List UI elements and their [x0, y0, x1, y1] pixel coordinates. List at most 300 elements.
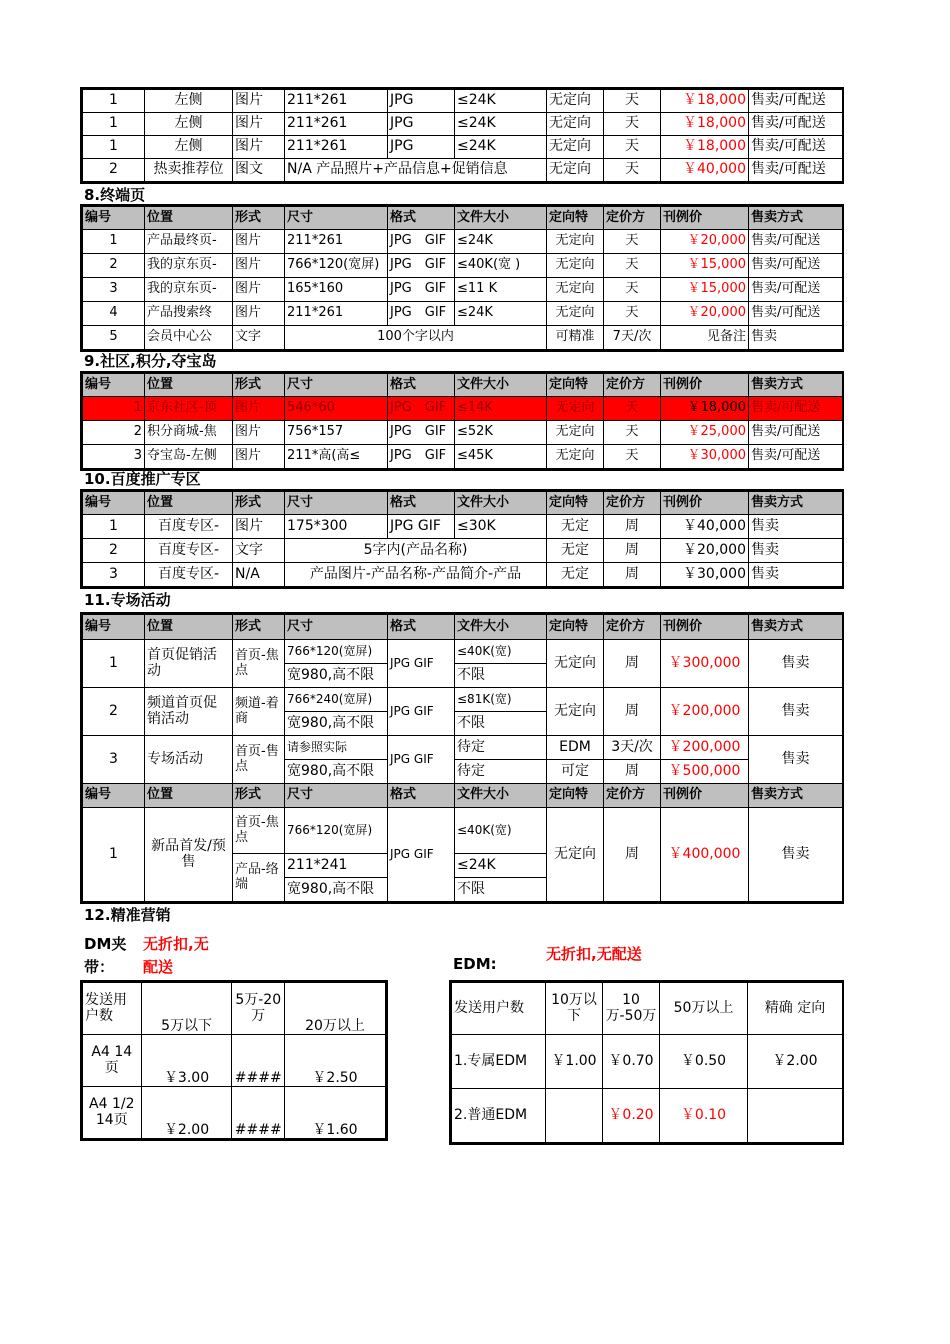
- cell: ￥1.00: [546, 1035, 603, 1089]
- cell-size: 请参照实际: [285, 736, 388, 760]
- cell: ￥0.50: [660, 1035, 748, 1089]
- cell: 2.普通EDM: [452, 1089, 546, 1143]
- cell-price: ￥20,000: [661, 539, 749, 563]
- cell-form: 图片: [233, 136, 285, 159]
- edm-price-table: [449, 980, 844, 1145]
- cell-price: ￥400,000: [661, 808, 749, 902]
- cell-no: 5: [83, 326, 145, 350]
- table-header-row: [83, 784, 843, 808]
- cell-file: 不限: [455, 878, 547, 902]
- header-form: 形式: [233, 784, 285, 808]
- cell-price: ￥500,000: [661, 760, 749, 784]
- cell-form: 图片: [233, 445, 285, 469]
- cell-form: N/A: [233, 563, 285, 587]
- cell-pos: 百度专区-: [145, 563, 233, 587]
- table-row: [83, 302, 843, 326]
- cell: 1.专属EDM: [452, 1035, 546, 1089]
- header-size: 尺寸: [285, 615, 388, 640]
- cell-form: 图片: [233, 90, 285, 113]
- cell-pos: 会员中心公: [145, 326, 233, 350]
- cell-file: ≤30K: [455, 515, 547, 539]
- cell-form: 文字: [233, 326, 285, 350]
- table-row: [83, 136, 843, 159]
- cell-size: 756*157: [285, 421, 388, 445]
- cell-fmt: JPG GIF: [388, 736, 455, 784]
- cell-fmt: JPG GIF: [388, 302, 455, 326]
- cell-target: 无定向: [547, 278, 604, 302]
- cell-file: 待定: [455, 736, 547, 760]
- cell-file: ≤40K(宽): [455, 640, 547, 664]
- cell-sale: 售卖: [749, 640, 843, 688]
- cell-file: ≤24K: [455, 302, 547, 326]
- cell-target: EDM: [547, 736, 604, 760]
- section-title-11: 11.专场活动: [84, 591, 171, 609]
- cell-file: ≤40K(宽 ): [455, 254, 547, 278]
- cell-fmt: JPG GIF: [388, 515, 455, 539]
- cell-pos: 左侧: [145, 90, 233, 113]
- cell-form: 产品-络端: [233, 854, 285, 902]
- header-target: 定向特: [547, 374, 604, 397]
- header-target: 定向特: [547, 784, 604, 808]
- cell-fmt: JPG GIF: [388, 808, 455, 902]
- cell-target: 无定向: [547, 445, 604, 469]
- header-price: 刊例价: [661, 784, 749, 808]
- cell-target: 可定: [547, 760, 604, 784]
- header-price: 刊例价: [661, 615, 749, 640]
- table-row: [83, 563, 843, 587]
- edm-label: EDM:: [453, 955, 497, 973]
- cell-file: ≤11 K: [455, 278, 547, 302]
- cell-size: 175*300: [285, 515, 388, 539]
- cell-sale: 售卖/可配送: [749, 254, 843, 278]
- cell-no: 3: [83, 563, 145, 587]
- header-sale: 售卖方式: [749, 207, 843, 230]
- cell: ￥0.10: [660, 1089, 748, 1143]
- cell: ￥2.50: [284, 1035, 385, 1087]
- cell: ####: [232, 1087, 285, 1139]
- cell-pos: 产品最终页-: [145, 230, 233, 254]
- cell-sale: 售卖: [749, 539, 843, 563]
- cell-no: 1: [83, 136, 145, 159]
- cell-target: 无定向: [547, 421, 604, 445]
- cell-form: 图片: [233, 113, 285, 136]
- cell-fmt: JPG GIF: [388, 421, 455, 445]
- cell: A4 1/2 14页: [83, 1087, 142, 1139]
- cell-target: 无定向: [547, 640, 604, 688]
- cell-file: ≤24K: [455, 136, 547, 159]
- cell-size: 211*241: [285, 854, 388, 878]
- cell-form: 图片: [233, 278, 285, 302]
- edm-note: 无折扣,无配送: [546, 945, 642, 963]
- cell-price: ￥18,000: [661, 397, 749, 421]
- cell-size: 546*60: [285, 397, 388, 421]
- cell-target: 无定: [547, 515, 604, 539]
- cell-sale: 售卖/可配送: [749, 159, 843, 182]
- cell-size: 766*240(宽屏): [285, 688, 388, 712]
- cell-file: ≤24K: [455, 854, 547, 878]
- cell-no: 1: [83, 113, 145, 136]
- header-sale: 售卖方式: [749, 615, 843, 640]
- header-no: 编号: [83, 492, 145, 515]
- cell-file: 不限: [455, 664, 547, 688]
- cell-unit: 7天/次: [604, 326, 661, 350]
- cell-price: ￥300,000: [661, 640, 749, 688]
- campaign-table: [80, 612, 844, 904]
- cell-fmt: JPG GIF: [388, 445, 455, 469]
- cell-no: 2: [83, 421, 145, 445]
- cell-no: 1: [83, 90, 145, 113]
- cell-no: 4: [83, 302, 145, 326]
- table-row: [83, 736, 843, 760]
- cell-unit: 天: [604, 159, 661, 182]
- header-file: 文件大小: [455, 615, 547, 640]
- cell-no: 1: [83, 515, 145, 539]
- header-size: 尺寸: [285, 374, 388, 397]
- cell-sale: 售卖/可配送: [749, 278, 843, 302]
- table-row: [83, 1035, 386, 1087]
- cell-unit: 天: [604, 302, 661, 326]
- cell-size: 211*高(高≤: [285, 445, 388, 469]
- cell-price: ￥18,000: [661, 90, 749, 113]
- cell-unit: 周: [604, 515, 661, 539]
- cell-sale: 售卖/可配送: [749, 397, 843, 421]
- cell-form: 图文: [233, 159, 285, 182]
- cell-pos: 我的京东页-: [145, 254, 233, 278]
- cell-target: 无定向: [547, 136, 604, 159]
- cell-file: 待定: [455, 760, 547, 784]
- header-fmt: 格式: [388, 374, 455, 397]
- cell-fmt: JPG GIF: [388, 230, 455, 254]
- cell-price: ￥30,000: [661, 445, 749, 469]
- table-row: [83, 539, 843, 563]
- header-file: 文件大小: [455, 374, 547, 397]
- header-cell: 发送用户数: [83, 983, 142, 1035]
- cell-target: 无定向: [547, 254, 604, 278]
- terminal-page-table: [80, 204, 844, 352]
- cell-pos: 左侧: [145, 136, 233, 159]
- cell-pos: 频道首页促销活动: [145, 688, 233, 736]
- cell-pos: 夺宝岛-左侧: [145, 445, 233, 469]
- table-header-row: [83, 615, 843, 640]
- header-no: 编号: [83, 784, 145, 808]
- header-sale: 售卖方式: [749, 374, 843, 397]
- cell-price: ￥200,000: [661, 688, 749, 736]
- cell-size: 宽980,高不限: [285, 878, 388, 902]
- cell-sale: 售卖: [749, 808, 843, 902]
- cell-pos: 专场活动: [145, 736, 233, 784]
- cell-pos: 左侧: [145, 113, 233, 136]
- cell-unit: 天: [604, 113, 661, 136]
- cell-pos: 首页促销活动: [145, 640, 233, 688]
- header-pos: 位置: [145, 784, 233, 808]
- cell-file: ≤81K(宽): [455, 688, 547, 712]
- header-cell: 50万以上: [660, 983, 748, 1035]
- cell: ####: [232, 1035, 285, 1087]
- cell-no: 2: [83, 159, 145, 182]
- cell-unit: 周: [604, 640, 661, 688]
- cell-unit: 天: [604, 421, 661, 445]
- header-file: 文件大小: [455, 784, 547, 808]
- cell-file: ≤52K: [455, 421, 547, 445]
- cell-merged: 产品图片-产品名称-产品简介-产品: [285, 563, 547, 587]
- cell-form: 图片: [233, 421, 285, 445]
- header-fmt: 格式: [388, 207, 455, 230]
- cell-target: 无定向: [547, 230, 604, 254]
- cell-fmt: JPG GIF: [388, 397, 455, 421]
- cell-price: ￥18,000: [661, 113, 749, 136]
- cell-sale: 售卖/可配送: [749, 445, 843, 469]
- cell-size: 211*261: [285, 302, 388, 326]
- table-header-row: [452, 983, 843, 1035]
- cell-sale: 售卖/可配送: [749, 421, 843, 445]
- cell-no: 3: [83, 736, 145, 784]
- cell-form: 图片: [233, 254, 285, 278]
- cell-form: 首页-焦点: [233, 808, 285, 854]
- cell-pos: 百度专区-: [145, 515, 233, 539]
- cell-sale: 售卖: [749, 688, 843, 736]
- header-price: 刊例价: [661, 207, 749, 230]
- cell-no: 3: [83, 445, 145, 469]
- table-row: [83, 159, 843, 182]
- section-title-12: 12.精准营销: [84, 906, 171, 924]
- cell-unit: 周: [604, 808, 661, 902]
- cell-no: 1: [83, 230, 145, 254]
- cell-unit: 天: [604, 136, 661, 159]
- cell: [748, 1089, 843, 1143]
- table-row-highlighted: [83, 397, 843, 421]
- cell-price: ￥25,000: [661, 421, 749, 445]
- cell-price: ￥30,000: [661, 563, 749, 587]
- header-unit: 定价方: [604, 784, 661, 808]
- cell-target: 无定向: [547, 159, 604, 182]
- cell-target: 无定: [547, 539, 604, 563]
- header-target: 定向特: [547, 492, 604, 515]
- cell-target: 无定向: [547, 113, 604, 136]
- cell-no: 2: [83, 688, 145, 736]
- cell-sale: 售卖/可配送: [749, 136, 843, 159]
- cell-size: 766*120(宽屏): [285, 640, 388, 664]
- table-header-row: [83, 492, 843, 515]
- header-price: 刊例价: [661, 374, 749, 397]
- table-row: [83, 421, 843, 445]
- table-row: [83, 278, 843, 302]
- cell-merged: 100个字以内: [285, 326, 547, 350]
- header-fmt: 格式: [388, 615, 455, 640]
- cell-form: 频道-着商: [233, 688, 285, 736]
- cell: ￥1.60: [284, 1087, 385, 1139]
- cell-unit: 天: [604, 254, 661, 278]
- cell-pos: 产品搜索终: [145, 302, 233, 326]
- dm-price-table: [80, 980, 388, 1141]
- cell: ￥2.00: [141, 1087, 232, 1139]
- dm-note: 无折扣,无配送: [143, 935, 209, 976]
- cell-unit: 天: [604, 445, 661, 469]
- cell-unit: 周: [604, 563, 661, 587]
- cell-file: ≤24K: [455, 90, 547, 113]
- cell-size: 211*261: [285, 90, 388, 113]
- cell-no: 1: [83, 640, 145, 688]
- cell-fmt: JPG: [388, 113, 455, 136]
- header-form: 形式: [233, 615, 285, 640]
- baidu-table: [80, 489, 844, 589]
- cell-sale: 售卖: [749, 563, 843, 587]
- header-pos: 位置: [145, 615, 233, 640]
- section-title-10: 10.百度推广专区: [84, 470, 201, 488]
- cell-form: 图片: [233, 230, 285, 254]
- cell-target: 无定向: [547, 808, 604, 902]
- cell-pos: 百度专区-: [145, 539, 233, 563]
- cell-sale: 售卖: [749, 326, 843, 350]
- table-row: [83, 90, 843, 113]
- dm-label: DM夹带：: [84, 935, 127, 976]
- cell-size: 211*261: [285, 230, 388, 254]
- cell-form: 图片: [233, 515, 285, 539]
- cell-unit: 天: [604, 397, 661, 421]
- cell-size: 766*120(宽屏): [285, 808, 388, 854]
- table-row: [83, 1087, 386, 1139]
- cell: ￥2.00: [748, 1035, 843, 1089]
- header-unit: 定价方: [604, 374, 661, 397]
- cell: A4 14页: [83, 1035, 142, 1087]
- cell-no: 2: [83, 254, 145, 278]
- header-pos: 位置: [145, 492, 233, 515]
- header-no: 编号: [83, 615, 145, 640]
- cell-size: 165*160: [285, 278, 388, 302]
- table-row: [83, 808, 843, 832]
- header-size: 尺寸: [285, 492, 388, 515]
- cell-fmt: JPG GIF: [388, 640, 455, 688]
- cell-unit: 天: [604, 230, 661, 254]
- header-cell: 10万以下: [546, 983, 603, 1035]
- cell-file: ≤24K: [455, 113, 547, 136]
- cell-target: 无定: [547, 563, 604, 587]
- cell-price: ￥200,000: [661, 736, 749, 760]
- table-header-row: [83, 374, 843, 397]
- cell-price: ￥15,000: [661, 278, 749, 302]
- cell-file: ≤24K: [455, 230, 547, 254]
- header-unit: 定价方: [604, 207, 661, 230]
- section-title-8: 8.终端页: [84, 186, 146, 204]
- table-header-row: [83, 983, 386, 1035]
- cell-file: ≤40K(宽): [455, 808, 547, 854]
- cell: ￥0.70: [603, 1035, 660, 1089]
- header-sale: 售卖方式: [749, 784, 843, 808]
- cell-size: 211*261: [285, 113, 388, 136]
- header-form: 形式: [233, 207, 285, 230]
- cell-sale: 售卖: [749, 515, 843, 539]
- cell-no: 3: [83, 278, 145, 302]
- cell-fmt: JPG GIF: [388, 254, 455, 278]
- header-cell: 20万以上: [284, 983, 385, 1035]
- cell-target: 可精准: [547, 326, 604, 350]
- header-no: 编号: [83, 374, 145, 397]
- cell: ￥3.00: [141, 1035, 232, 1087]
- cell-form: 首页-焦点: [233, 640, 285, 688]
- table-row: [83, 640, 843, 664]
- header-form: 形式: [233, 374, 285, 397]
- cell-form: 文字: [233, 539, 285, 563]
- cell-price: ￥20,000: [661, 230, 749, 254]
- cell-price: ￥15,000: [661, 254, 749, 278]
- table-row: [83, 230, 843, 254]
- cell-price: ￥18,000: [661, 136, 749, 159]
- header-sale: 售卖方式: [749, 492, 843, 515]
- cell-form: 图片: [233, 302, 285, 326]
- header-unit: 定价方: [604, 615, 661, 640]
- cell: ￥0.20: [603, 1089, 660, 1143]
- cell-price: ￥20,000: [661, 302, 749, 326]
- cell-no: 2: [83, 539, 145, 563]
- table-header-row: [83, 207, 843, 230]
- cell-size: 宽980,高不限: [285, 664, 388, 688]
- cell-pos: 我的京东页-: [145, 278, 233, 302]
- cell-size: 宽980,高不限: [285, 712, 388, 736]
- cell-unit: 天: [604, 90, 661, 113]
- cell-merged: 5字内(产品名称): [285, 539, 547, 563]
- header-pos: 位置: [145, 374, 233, 397]
- header-file: 文件大小: [455, 207, 547, 230]
- cell-form: 图片: [233, 397, 285, 421]
- cell-unit: 天: [604, 278, 661, 302]
- cell-price: 见备注: [661, 326, 749, 350]
- cell-pos: 积分商城-焦: [145, 421, 233, 445]
- table-row: [452, 1035, 843, 1089]
- cell-form: 首页-售点: [233, 736, 285, 784]
- cell-pos: 新品首发/预售: [145, 808, 233, 902]
- cell-file: ≤45K: [455, 445, 547, 469]
- cell-sale: 售卖/可配送: [749, 113, 843, 136]
- header-price: 刊例价: [661, 492, 749, 515]
- cell-target: 无定向: [547, 688, 604, 736]
- cell: [546, 1089, 603, 1143]
- cell-size: 766*120(宽屏): [285, 254, 388, 278]
- cell-no: 1: [83, 808, 145, 902]
- header-cell: 5万以下: [141, 983, 232, 1035]
- cell-target: 无定向: [547, 397, 604, 421]
- cell-size: 宽980,高不限: [285, 760, 388, 784]
- cell-unit: 周: [604, 688, 661, 736]
- cell-pos: 京东社区-顶: [145, 397, 233, 421]
- header-file: 文件大小: [455, 492, 547, 515]
- table-row: [452, 1089, 843, 1143]
- header-form: 形式: [233, 492, 285, 515]
- header-pos: 位置: [145, 207, 233, 230]
- cell-price: ￥40,000: [661, 515, 749, 539]
- section-title-9: 9.社区,积分,夺宝岛: [84, 352, 217, 370]
- header-no: 编号: [83, 207, 145, 230]
- cell-pos: 热卖推荐位: [145, 159, 233, 182]
- cell-price: ￥40,000: [661, 159, 749, 182]
- top-table: [80, 87, 844, 184]
- cell-sale: 售卖: [749, 736, 843, 784]
- cell-file: ≤14K: [455, 397, 547, 421]
- table-row: [83, 326, 843, 350]
- header-target: 定向特: [547, 207, 604, 230]
- cell-target: 无定向: [547, 90, 604, 113]
- cell-file: 不限: [455, 712, 547, 736]
- header-size: 尺寸: [285, 784, 388, 808]
- table-row: [83, 113, 843, 136]
- header-cell: 5万-20万: [232, 983, 285, 1035]
- header-unit: 定价方: [604, 492, 661, 515]
- cell-unit: 周: [604, 760, 661, 784]
- cell-unit: 3天/次: [604, 736, 661, 760]
- cell-merged: N/A 产品照片+产品信息+促销信息: [285, 159, 547, 182]
- cell-sale: 售卖/可配送: [749, 302, 843, 326]
- header-fmt: 格式: [388, 492, 455, 515]
- cell-fmt: JPG: [388, 136, 455, 159]
- table-row: [83, 515, 843, 539]
